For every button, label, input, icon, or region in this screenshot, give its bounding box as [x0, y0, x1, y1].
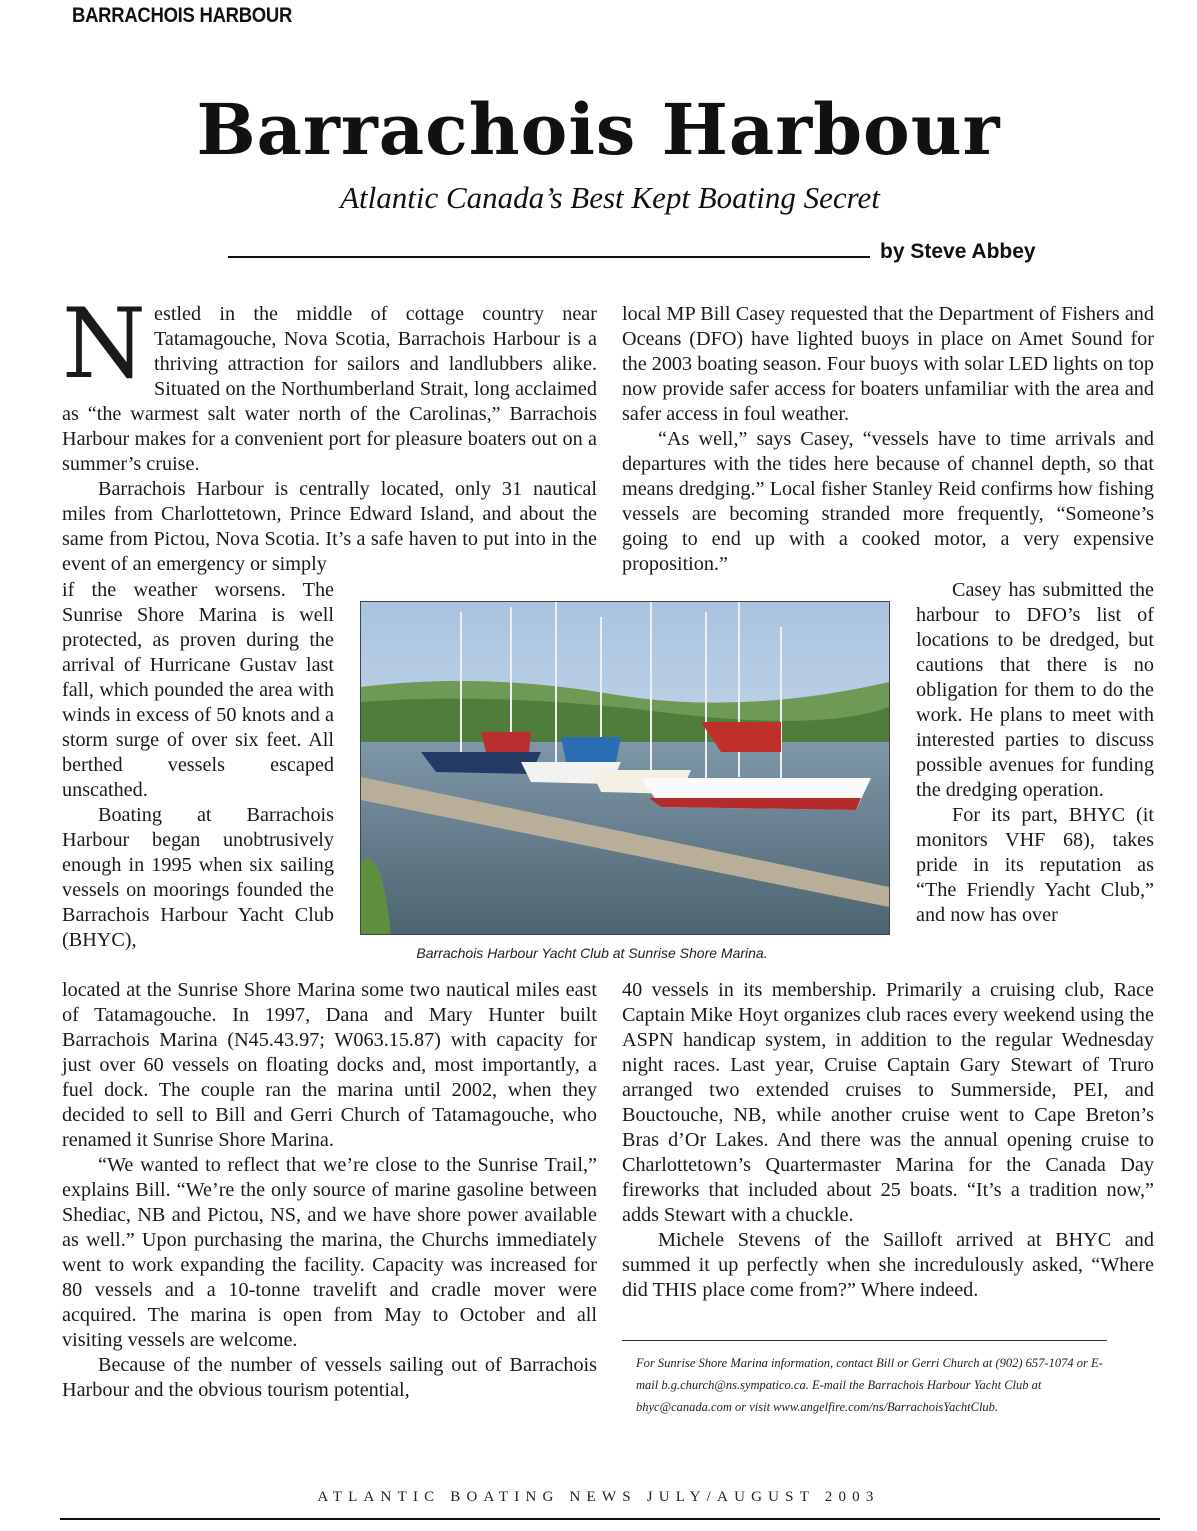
paragraph-4: “We wanted to reflect that we’re close to the Sunrise Trail,” explains Bill. “We’re the only source of marine gasoline between Shediac, NB and Pictou, NS, and we have shore power available as well.” Upon purchasing the marina, the Churchs immediately went to work expanding the facility. Capacity was increased for 80 vessels and a 10-tonne travelift and cradle mover were acquired. The marina is open from May to October and all visiting vessels are welcome. — [62, 1154, 597, 1351]
paragraph-2: Barrachois Harbour is centrally located, only 31 nautical miles from Charlottetown, Prince Edward Island, and about the same from Pictou, Nova Scotia. It’s a safe haven to put into in the event of an emergency or simply — [62, 478, 597, 575]
marina-photo — [360, 601, 890, 935]
column-right-top — [622, 302, 1154, 577]
photo-caption: Barrachois Harbour Yacht Club at Sunrise Shore Marina. — [416, 945, 768, 961]
paragraph-5: Because of the number of vessels sailing out of Barrachois Harbour and the obvious tourism potential, — [62, 1354, 597, 1401]
column-right-bottom — [622, 978, 1154, 1303]
note-rule — [622, 1340, 1107, 1341]
column-left-narrow — [62, 578, 334, 953]
paragraph-6: “As well,” says Casey, “vessels have to time arrivals and departures with the tides here because of channel depth, so that means dredging.” Local fisher Stanley Reid confirms how fishing vessels are becoming stranded more frequently, “Someone’s going to end up with a cooked motor, a very expensive proposition.” — [622, 428, 1154, 575]
column-left-bottom — [62, 978, 597, 1403]
drop-cap: N — [62, 288, 146, 400]
byline: by Steve Abbey — [880, 240, 1036, 263]
footer-rule — [60, 1518, 1160, 1520]
byline-rule — [228, 256, 870, 258]
paragraph-9: Michele Stevens of the Sailloft arrived at BHYC and summed it up perfectly when she incredulously asked, “Where did THIS place come from?” Where indeed. — [622, 1229, 1154, 1301]
column-right-narrow — [916, 578, 1154, 928]
paragraph-3: Boating at Barrachois Harbour began unobtrusively enough in 1995 when six sailing vessels on moorings founded the Barrachois Harbour Yacht Club (BHYC), — [62, 804, 334, 951]
section-label: BARRACHOIS HARBOUR — [72, 4, 293, 27]
paragraph-7: Casey has submitted the harbour to DFO’s list of locations to be dredged, but cautions that there is no obligation for them to do the work. He plans to meet with interested parties to discuss possible avenues for funding the dredging operation. — [916, 579, 1154, 801]
paragraph-8-continued: 40 vessels in its membership. Primarily a cruising club, Race Captain Mike Hoyt organizes club races every weekend using the ASPN handicap system, in addition to the regular Wednesday night races. Last year, Cruise Captain Gary Stewart of Truro arranged two extended cruises to Summerside, PEI, and Bouctouche, NB, while another cruise went to Cape Breton’s Bras d’Or Lakes. And there was the annual opening cruise to Charlottetown’s Quartermaster Marina for the Canada Day fireworks that included about 25 boats. “It’s a tradition now,” adds Stewart with a chuckle. — [622, 979, 1154, 1226]
article-subtitle: Atlantic Canada’s Best Kept Boating Secret — [340, 180, 880, 215]
paragraph-1: estled in the middle of cottage country near Tatamagouche, Nova Scotia, Barrachois Harbour is a thriving attraction for sailors and landlubbers alike. Situated on the Northumberland Strait, long acclaimed as “the warmest salt water north of the Carolinas,” Barrachois Harbour makes for a convenient port for pleasure boaters out on a summer’s cruise. — [62, 303, 597, 475]
paragraph-8: For its part, BHYC (it monitors VHF 68), takes pride in its reputation as “The Friendly Yacht Club,” and now has over — [916, 804, 1154, 926]
paragraph-2-continued: if the weather worsens. The Sunrise Shore Marina is well protected, as proven during the arrival of Hurricane Gustav last fall, which pounded the area with winds in excess of 50 knots and a storm surge of over six feet. All berthed vessels escaped unscathed. — [62, 579, 334, 801]
marina-photo-illustration — [361, 602, 889, 934]
article-title: Barrachois Harbour — [196, 88, 1001, 171]
contact-note: For Sunrise Shore Marina information, contact Bill or Gerri Church at (902) 657-1074 or E-mail b.g.church@ns.sympatico.ca. E-mail the Barrachois Harbour Yacht Club at bhyc@canada.com or visit www.angelfire.com/ns/BarrachoisYachtClub. — [636, 1356, 1103, 1414]
page-footer: ATLANTIC BOATING NEWS JULY/AUGUST 2003 — [317, 1489, 880, 1505]
column-left-top — [62, 288, 597, 577]
paragraph-5-continued: local MP Bill Casey requested that the Department of Fishers and Oceans (DFO) have lighted buoys in place on Amet Sound for the 2003 boating season. Four buoys with solar LED lights on top now provide safer access for boaters unfamiliar with the area and safer access in foul weather. — [622, 303, 1154, 425]
paragraph-3-continued: located at the Sunrise Shore Marina some two nautical miles east of Tatamagouche. In 1997, Dana and Mary Hunter built Barrachois Marina (N45.43.97; W063.15.87) with capacity for just over 60 vessels on floating docks and, most importantly, a fuel dock. The couple ran the marina until 2002, when they decided to sell to Bill and Gerri Church of Tatamagouche, who renamed it Sunrise Shore Marina. — [62, 979, 597, 1151]
